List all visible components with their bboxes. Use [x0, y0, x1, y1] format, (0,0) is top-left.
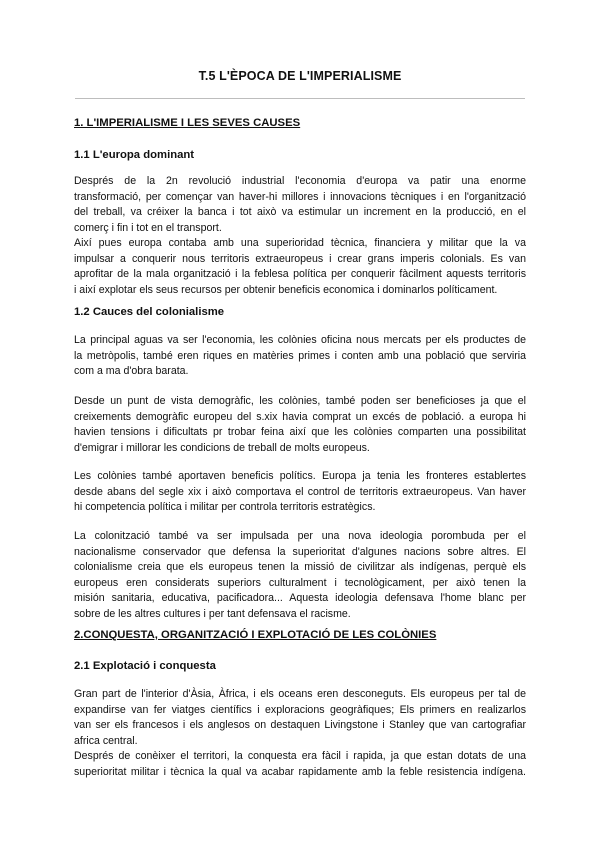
text-line: Les colònies també aportaven beneficis polítics. Europa ja tenia les fronteres establertes [74, 470, 526, 482]
text-line: Així pues europa contaba amb una superioridad tècnica, financiera y militar que la va [74, 237, 526, 249]
text-line: Després de conèixer el territori, la conquesta era fàcil i rapida, ja que estan dotats de una [74, 750, 526, 762]
text-line: com a ma d'obra barata. [74, 365, 189, 378]
paragraph [74, 174, 526, 236]
paragraph [74, 394, 526, 456]
text-line: Després de la 2n revolució industrial l'economia d'europa va patir una enorme [74, 175, 526, 187]
section-heading: 2.CONQUESTA, ORGANITZACIÓ I EXPLOTACIÓ DE LES COLÒNIES [74, 629, 437, 641]
subsection-heading: 2.1 Explotació i conquesta [74, 660, 216, 672]
text-line: misión sanitaria, educativa, pacificadora... Aquesta ideologia defensava l'home blanc per [74, 592, 526, 605]
text-line: del treball, va créixer la banca i tot això va estimular un increment en la producció, en el [74, 206, 526, 219]
text-line: transformació, per començar van haver-hi millores i innovacions tècniques i en l'organització [74, 190, 526, 203]
text-line: comerç i fin i tot en el transport. [74, 221, 222, 234]
paragraph [74, 236, 526, 298]
text-line: aprofitar de la mala organització i la feblesa política per conquerir fàcilment aquests territoris [74, 268, 526, 281]
paragraph [74, 749, 526, 780]
paragraph [74, 469, 526, 516]
text-line: d'emigrar i millorar les condicions de treball de molts europeus. [74, 441, 370, 454]
text-line: van ser els francesos i els anglesos on destaquen Livingstone i Stanley que van cartografiar [74, 719, 526, 732]
text-line: sobre de les altres cultures i per tant defensava el racisme. [74, 607, 351, 620]
text-line: impulsar a conquerir nous territoris extraeuropeus i crear grans imperis colonials. Es van [74, 252, 526, 265]
subsection-heading: 1.2 Cauces del colonialisme [74, 306, 225, 318]
text-line: i així explotar els seus recursos per obtenir beneficis economica i dominarlos políticament. [74, 283, 498, 296]
text-line: expandirse van fer viatges científics i exploracions geogràfiques; Els primers en realizarlos [74, 703, 526, 716]
paragraph [74, 333, 526, 380]
subsection-heading: 1.1 L'europa dominant [74, 149, 195, 161]
text-line: africa central. [74, 734, 138, 747]
text-line: Desde un punt de vista demogràfic, les colònies, també poden ser beneficioses ja que el [74, 395, 526, 407]
title-divider [75, 98, 525, 99]
text-line: colonialisme creia que els europeus tenen la missió de civilitzar als indígenas, perquè els [74, 561, 526, 574]
text-line: creixements demogràfic europeu del s.xix havia comprat un excés de població. a europa hi [74, 410, 526, 423]
document-title: T.5 L'ÈPOCA DE L'IMPERIALISME [198, 69, 402, 83]
text-line: hi competencia política i militar per controla territoris estratègics. [74, 501, 376, 514]
text-line: Gran part de l'interior d'Àsia, Àfrica, i els oceans eren desconeguts. Els europeus per tal de [74, 688, 526, 700]
paragraph [74, 687, 526, 749]
text-line: nacionalisme conservador que defensa la superioritat d'algunes nacions sobre altres. El [74, 545, 526, 558]
text-line: la metròpolis, també eren riques en matèries primes i conten amb una població que serviria [74, 349, 526, 362]
text-line: La principal aguas va ser l'economia, les colònies oficina nous mercats per els productes de [74, 334, 526, 346]
text-line: havien tensions i dificultats pr trobar feina així que les colònies comparten una possibilitat [74, 426, 526, 439]
section-heading: 1. L'IMPERIALISME I LES SEVES CAUSES [74, 117, 301, 129]
text-line: superioritat militar i tècnica la qual va acabar rapidamente amb la feble resistencia indígena. [74, 765, 526, 778]
text-line: europeus eren considerats superiors culturalment i tecnològicament, per això tenen la [74, 576, 526, 589]
text-line: La colonització també va ser impulsada per una nova ideologia porombuda per el [74, 530, 526, 542]
text-line: desde abans del segle xix i això comportava el control de territoris extraeuropeus. Van haver [74, 485, 526, 498]
paragraph [74, 529, 526, 623]
